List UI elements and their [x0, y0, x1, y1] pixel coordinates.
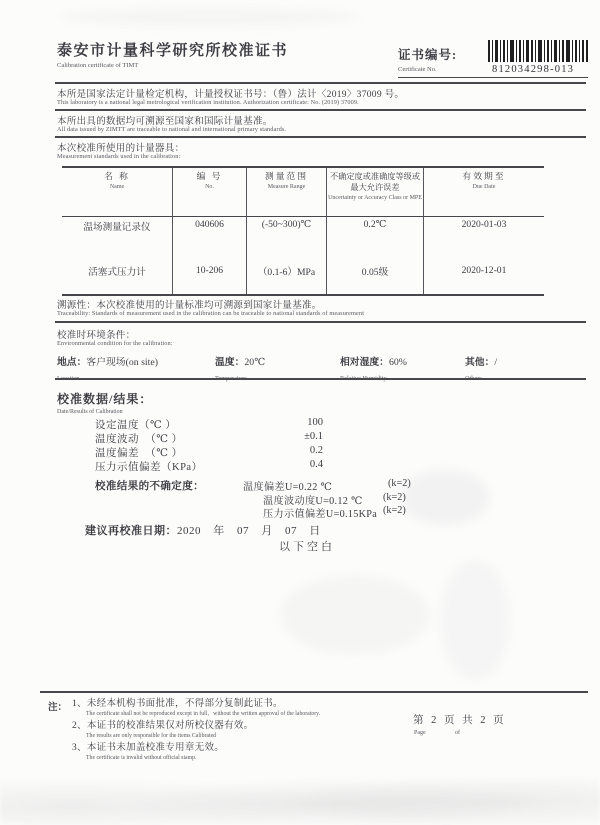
scan-edge-shadow [0, 778, 600, 825]
result-item: 设定温度（℃ ） 100 [95, 417, 323, 431]
scan-smudge [440, 560, 510, 680]
result-item: 压力示值偏差（KPa） 0.4 [95, 459, 323, 473]
authorization-statement-en: This laboratory is a national legal metrological verification institution. Authorization certificate: No. (2019) 37009. [57, 99, 359, 106]
table-header-no: 编 号 No. [173, 168, 247, 217]
uncertainty-item: 压力示值偏差U=0.15KPa (k=2) [263, 505, 406, 520]
table-row-cell: 2020-01-03 [461, 219, 507, 230]
table-row-cell: 040606 [173, 217, 247, 247]
instruments-table [62, 166, 544, 296]
divider [55, 82, 586, 84]
results-list [95, 417, 415, 473]
environment-item-temperature: 温度：20℃ [215, 357, 266, 368]
authorization-statement: 本所是国家法定计量检定机构，计量授权证书号：（鲁）法计〈2019〉37009 号。 [57, 90, 405, 100]
table-header-range: 测量范围 Measure Range [247, 168, 327, 217]
environment-item-location: 地点：客户现场(on site) [57, 357, 158, 368]
page-number: 第 2 页 共 2 页 [413, 715, 507, 726]
cert-no-label-en: Certificate No. [398, 66, 437, 73]
result-item: 温度波动 （℃ ） ±0.1 [95, 431, 323, 445]
results-heading-en: Date/Results of Calibration [57, 409, 123, 415]
uncertainty-item: 温度波动度U=0.12 ℃ (k=2) [263, 491, 406, 507]
table-header-due: 有效期至 Due Date [424, 168, 544, 217]
table-header-name: 名 称 Name [62, 168, 173, 217]
notes-list [72, 699, 402, 765]
environment-heading: 校准时环境条件： [57, 331, 136, 341]
notes-label: 注： [48, 703, 68, 713]
table-row-cell: 2020-12-01 [461, 265, 507, 276]
divider [40, 691, 588, 693]
page-title-en: Calibration certificate of TIMT [57, 62, 139, 69]
recalibration-date-line: 建议再校准日期：2020 年 07 月 07 日 [85, 525, 321, 537]
page-of-label-en: of [455, 730, 460, 736]
cert-no-block [398, 45, 457, 73]
scan-smudge [280, 575, 430, 655]
barcode-icon [488, 40, 588, 62]
divider [55, 378, 586, 380]
scan-smudge [60, 8, 360, 26]
cert-no-underline [398, 77, 588, 78]
results-heading-block [57, 390, 152, 415]
table-row-cell: 活塞式压力计 [62, 247, 173, 294]
note-item: 1、未经本机构书面批准，不得部分复制此证书。 The certificate shall not be reproduced except in full，without the written approval of the laboratory. [72, 699, 321, 717]
note-item: 2、本证书的校准结果仅对所校仪器有效。 The results are only responsible for the items Calibrated [72, 721, 254, 739]
divider [55, 136, 586, 138]
note-item: 3、本证书未加盖校准专用章无效。 The certificate is invalid without official stamp. [72, 743, 225, 761]
environment-item-others: 其他：/ [465, 357, 498, 368]
blank-below-note: 以下空白 [279, 541, 335, 553]
uncertainty-item: 校准结果的不确定度： 温度偏差U=0.22 ℃ (k=2) [95, 478, 411, 493]
environment-item-humidity: 相对湿度：60% [340, 357, 407, 368]
divider [55, 321, 586, 323]
traceable-statement-en: All data issued by ZIMTT are traceable to national and international primary standards. [57, 126, 287, 133]
table-row-cell: （0.1-6）MPa [247, 247, 327, 294]
page-label-en: Page [414, 730, 426, 736]
cert-no-label: 证书编号: [398, 48, 458, 62]
table-row-cell: 10-206 [173, 247, 247, 294]
header-title-block [57, 39, 288, 69]
divider [55, 109, 586, 111]
instruments-heading: 本次校准所使用的计量器具： [57, 144, 185, 154]
environment-heading-en: Environmental condition for the calibration: [57, 340, 173, 347]
table-row-cell: 0.05级 [327, 247, 424, 294]
cert-no-value: 812034298-013 [492, 64, 575, 75]
instruments-heading-en: Measurement standards used in the calibration: [57, 153, 181, 160]
result-item: 温度偏差 （℃ ） 0.2 [95, 445, 323, 459]
scan-smudge [400, 470, 490, 525]
table-header-uncertainty: 不确定度或准确度等级或最大允许误差 Uncertainty or Accuracy Class or MPE [327, 168, 424, 217]
table-row-cell: 温场测量记录仪 [62, 217, 173, 247]
traceable-statement: 本所出具的数据均可溯源至国家和国际计量基准。 [57, 117, 273, 127]
traceability-note-en: Traceability: Standards of measurement used in the calibration can be traceable to national standards of measurement [57, 310, 365, 317]
page-title: 泰安市计量科学研究所校准证书 [57, 43, 289, 59]
table-row-cell: (-50~300)℃ [247, 217, 327, 247]
results-heading: 校准数据/结果： [57, 392, 153, 406]
table-row-cell: 0.2℃ [327, 217, 424, 247]
traceability-note: 溯源性：本次校准使用的计量标准均可溯源到国家计量基准。 [57, 301, 322, 311]
